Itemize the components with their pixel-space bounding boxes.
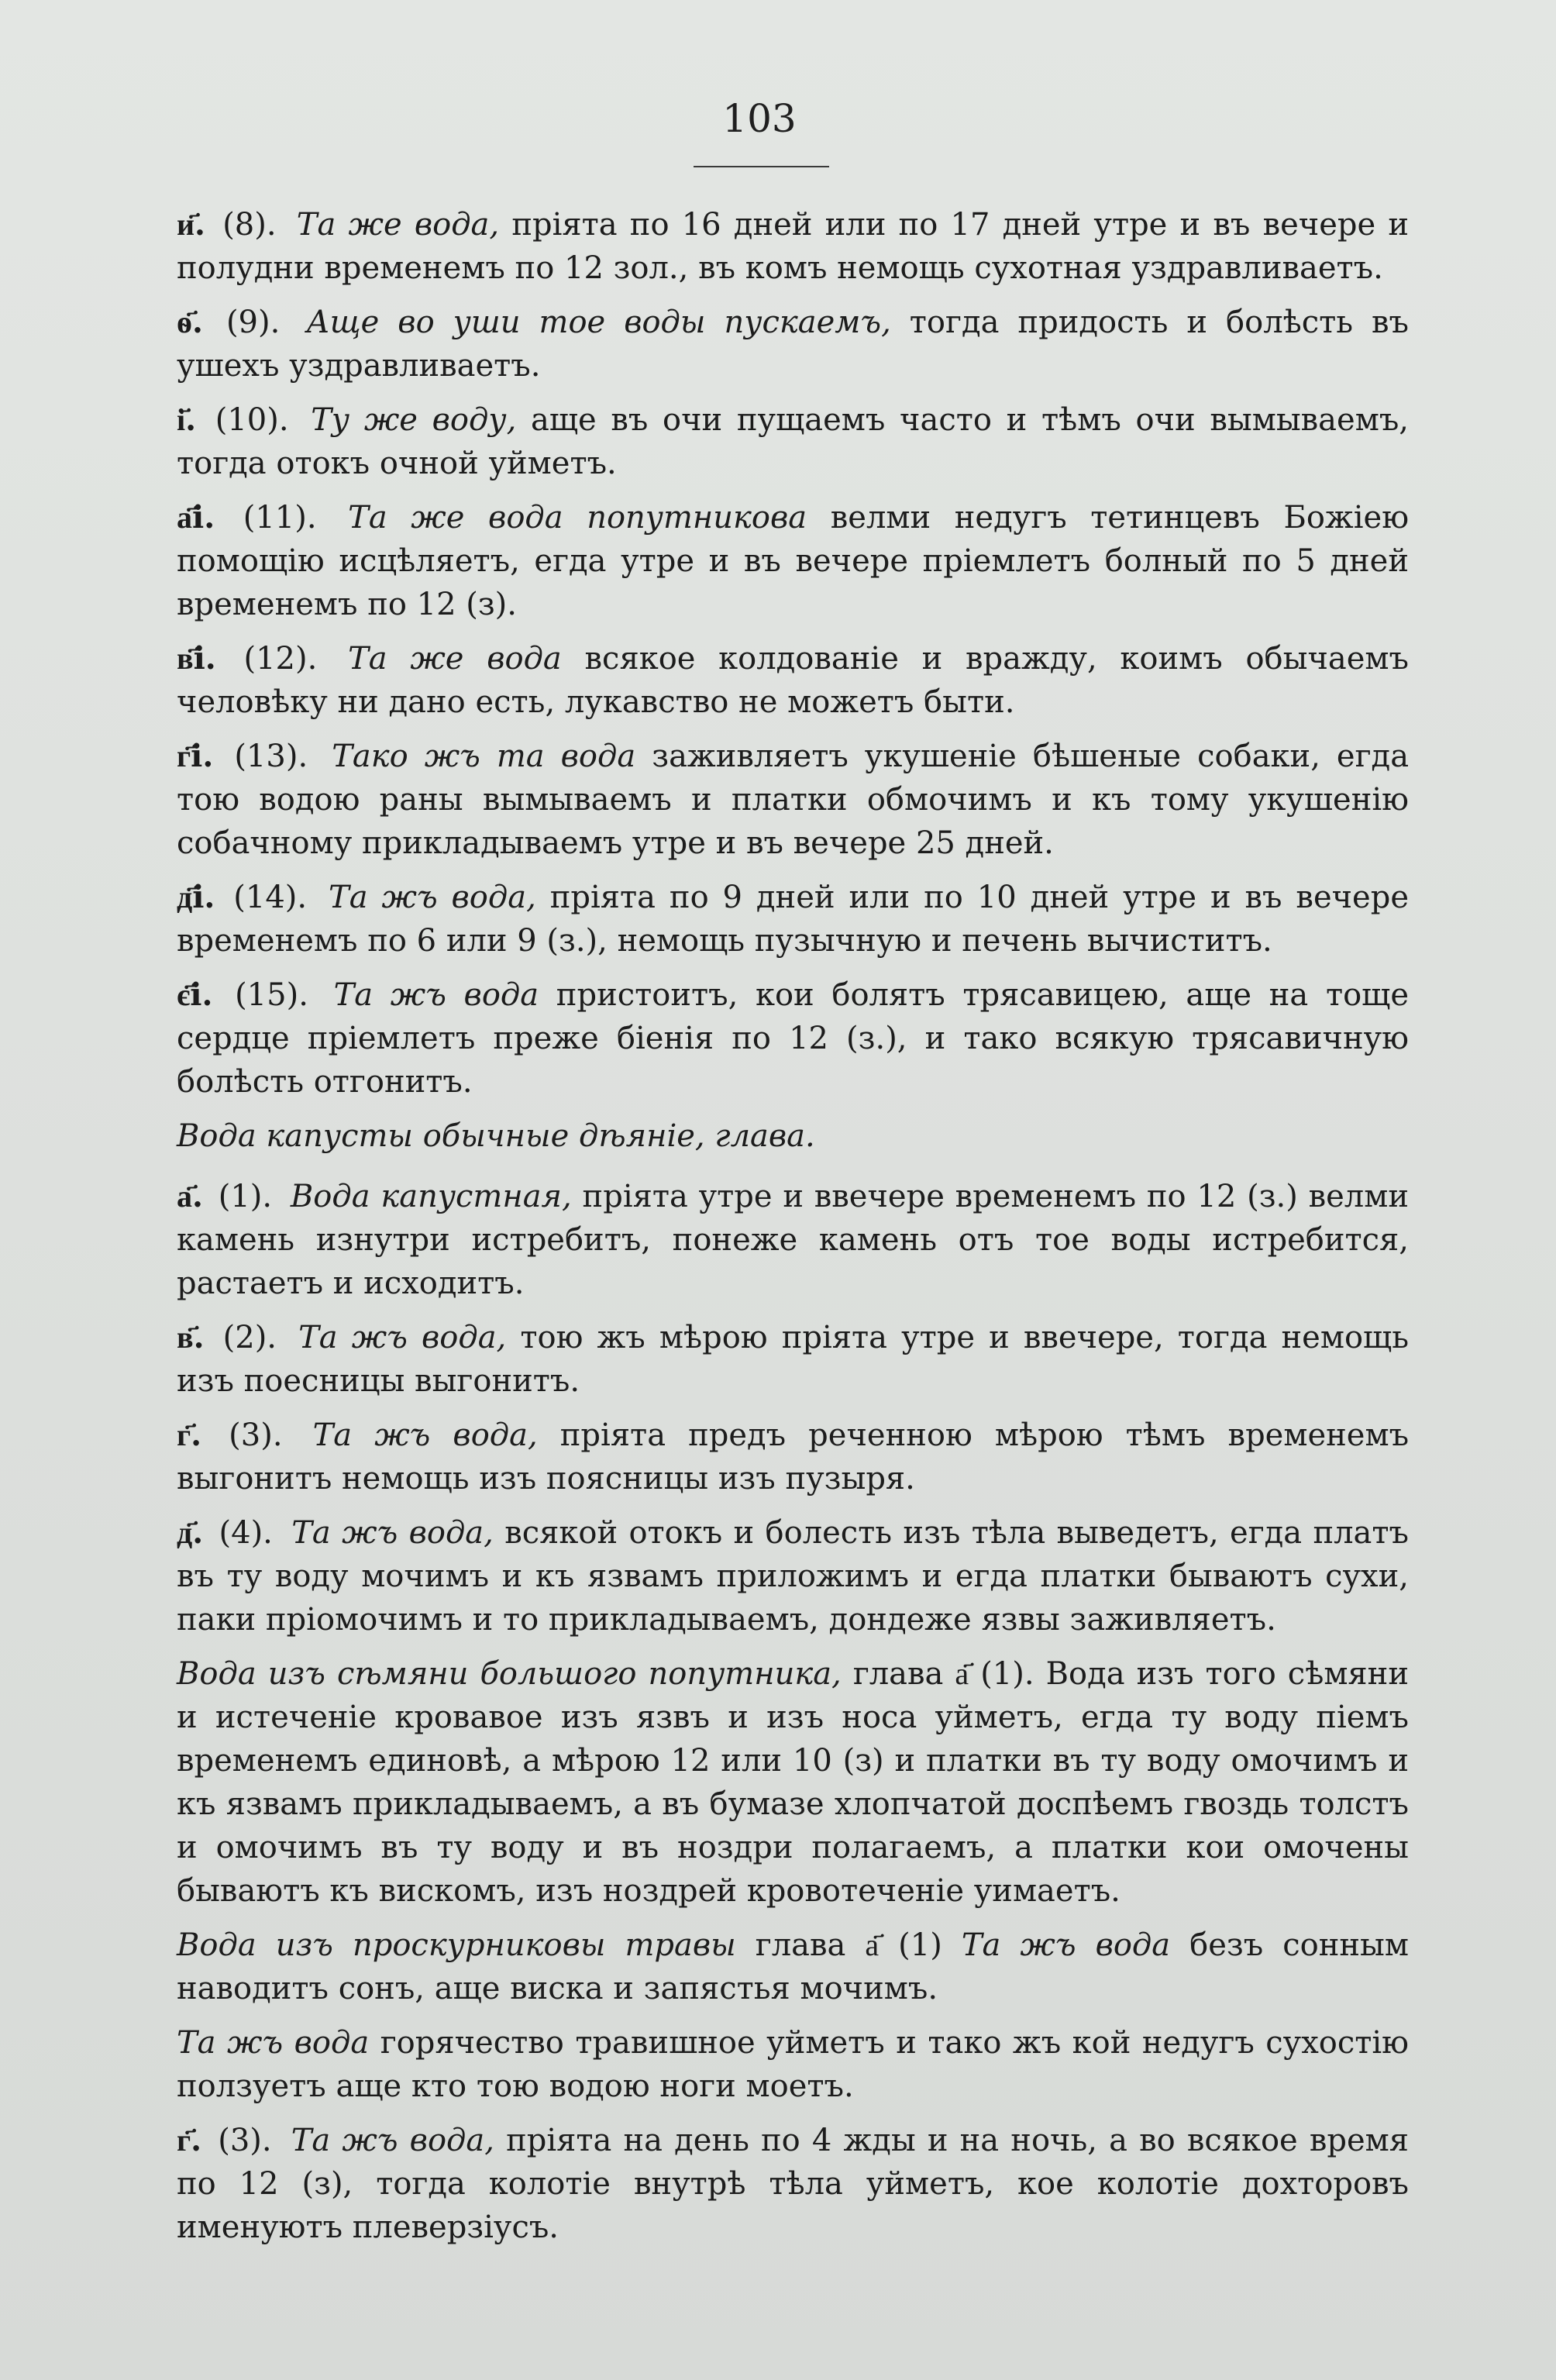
paragraph-lead: Вода изъ сѣмяни большого попутника, [177, 1656, 842, 1692]
paragraph-text: всякой отокъ и болесть изъ тѣла выведетъ, егда платъ въ ту воду мочимъ и къ язвамъ приложимъ и егда платки бываютъ сухи, паки пріомочимъ и то прикладываемъ, дондеже язвы заживляетъ. [177, 1515, 1409, 1638]
paragraph-marker: г҃. [177, 1417, 202, 1453]
paragraph-text: аще въ очи пущаемъ часто и тѣмъ очи вымываемъ, тогда отокъ очной уйметъ. [177, 402, 1409, 481]
paragraph-lead: Та жъ вода [333, 977, 539, 1013]
paragraph-8 [177, 203, 1409, 290]
paragraph-number: (11). [243, 500, 317, 536]
paragraph-number: (4). [219, 1515, 273, 1551]
paragraph-number: (3). [218, 2123, 272, 2158]
paragraph-lead: Та жъ вода, [312, 1417, 538, 1453]
paragraph-text: пріята утре и ввечере временемъ по 12 (з.) велми камень изнутри истребитъ, понеже камень отъ тое воды истребится, растаетъ и исходитъ. [177, 1179, 1409, 1301]
paragraph-14 [177, 876, 1409, 963]
paragraph-text: горячество травишное уйметъ и тако жъ кой недугъ сухостію ползуетъ аще кто тою водою ноги моетъ. [177, 2025, 1410, 2104]
paragraph-marker: ѳ҃. [177, 304, 203, 340]
paragraph-text: пріята предъ реченною мѣрою тѣмъ временемъ выгонитъ немощь изъ поясницы изъ пузыря. [177, 1417, 1410, 1497]
paragraph-cabbage-4 [177, 1511, 1409, 1641]
paragraph-number: (3). [229, 1417, 283, 1453]
paragraph-number: (10). [215, 402, 289, 438]
paragraph-fever [177, 2021, 1409, 2108]
paragraph-text: безъ сонным наводитъ сонъ, аще виска и запястья мочимъ. [177, 1927, 1409, 2006]
paragraph-cabbage-3 [177, 1414, 1409, 1500]
paragraph-number: (2). [222, 1320, 277, 1355]
paragraph-cabbage-2 [177, 1316, 1409, 1403]
paragraph-lead: Аще во уши тое воды пускаемъ, [306, 305, 891, 340]
paragraph-lead-2: Та жъ вода [961, 1927, 1171, 1963]
paragraph-number: (15). [235, 977, 308, 1013]
paragraph-15 [177, 973, 1409, 1104]
paragraph-lead: Ту же воду, [311, 402, 517, 438]
paragraph-text: тою жъ мѣрою пріята утре и ввечере, тогда немощь изъ поесницы выгонитъ. [177, 1320, 1410, 1399]
paragraph-number: (14). [233, 880, 308, 915]
paragraph-lead: Та жъ вода [177, 2025, 370, 2061]
paragraph-text: заживляетъ укушеніе бѣшеные собаки, егда тою водою раны вымываемъ и платки обмочимъ и къ тому укушенію собачному прикладываемъ утре и въ вечере 25 дней. [177, 739, 1410, 861]
paragraph-lead: Тако жъ та вода [332, 739, 636, 774]
paragraph-plantain-seed [177, 1652, 1409, 1913]
paragraph-10 [177, 398, 1409, 485]
paragraph-lead: Та же вода, [296, 207, 500, 243]
paragraph-lead: Та жъ вода, [298, 1320, 507, 1355]
paragraph-lead: Та жъ вода, [329, 880, 536, 915]
paragraph-text: пристоитъ, кои болятъ трясавицею, аще на тоще сердце пріемлетъ преже біенія по 12 (з.), и тако всякую трясавичную болѣсть отгонитъ. [177, 977, 1410, 1100]
paragraph-text: пріята по 16 дней или по 17 дней утре и въ вечере и полудни временемъ по 12 зол., въ комъ немощь сухотная уздравливаетъ. [177, 207, 1410, 286]
paragraph-lead: Та же вода [348, 641, 562, 677]
paragraph-text: всякое колдованіе и вражду, коимъ обычаемъ человѣку ни дано есть, лукавство не можетъ быти. [177, 641, 1409, 720]
page-number: 103 [722, 96, 797, 141]
paragraph-number: (13). [234, 739, 308, 774]
paragraph-text: пріята на день по 4 жды и на ночь, а во всякое время по 12 (з), тогда колотіе внутрѣ тѣла уйметъ, кое колотіе дохторовъ именуютъ плеверзіусъ. [177, 2123, 1409, 2245]
paragraph-marker: а҃і. [177, 499, 215, 536]
paragraph-number: (12). [243, 641, 318, 677]
page-number-rule [694, 166, 829, 167]
paragraph-marker: д҃. [177, 1514, 204, 1551]
paragraph-chapter: глава а҃ (1) [755, 1927, 942, 1963]
paragraph-mallow [177, 1924, 1409, 2010]
page-body [177, 203, 1410, 2245]
paragraph-lead: Та жъ вода, [291, 2123, 494, 2158]
paragraph-3-pleurisy [177, 2119, 1409, 2249]
paragraph-lead: Та же вода попутникова [348, 500, 807, 536]
paragraph-marker: и҃. [177, 206, 205, 243]
paragraph-marker: в҃. [177, 1319, 205, 1355]
paragraph-lead: Вода изъ проскурниковы травы [177, 1927, 736, 1963]
paragraph-text: велми недугъ тетинцевъ Божіею помощію исцѣляетъ, егда утре и въ вечере пріемлетъ болный по 5 дней временемъ по 12 (з). [177, 500, 1410, 622]
paragraph-lead: Та жъ вода, [291, 1515, 494, 1551]
paragraph-marker: в҃і. [177, 640, 216, 677]
paragraph-text: глава а҃ (1). Вода изъ того сѣмяни и истеченіе кровавое изъ язвъ и изъ носа уйметъ, егда ту воду піемъ временемъ единовѣ, а мѣрою 12 или 10 (з) и платки въ ту воду омочимъ и къ язвамъ прикладываемъ, а въ бумазе хлопчатой доспѣемъ гвоздь толстъ и омочимъ въ ту воду и въ ноздри полагаемъ, а платки кои омочены бываютъ къ вискомъ, изъ ноздрей кровотеченіе уимаетъ. [177, 1656, 1409, 1909]
paragraph-marker: г҃. [177, 2122, 202, 2158]
paragraph-number: (1). [218, 1179, 273, 1214]
paragraph-marker: г҃і. [177, 738, 214, 774]
paragraph-marker: а҃. [177, 1178, 203, 1214]
paragraph-11 [177, 496, 1409, 626]
section-heading: Вода капусты обычные дѣяніе, глава. [177, 1118, 815, 1154]
paragraph-number: (8). [222, 207, 277, 243]
paragraph-marker: і҃. [177, 401, 197, 438]
paragraph-12 [177, 637, 1409, 724]
paragraph-marker: є҃і. [177, 976, 213, 1013]
paragraph-number: (9). [225, 305, 281, 340]
paragraph-text: тогда придость и болѣсть въ ушехъ уздравливаетъ. [177, 305, 1409, 384]
paragraph-9 [177, 301, 1409, 387]
paragraph-text: пріята по 9 дней или по 10 дней утре и въ вечере временемъ по 6 или 9 (з.), немощь пузычную и печень вычиститъ. [177, 880, 1410, 959]
paragraph-13 [177, 735, 1409, 865]
paragraph-lead: Вода капустная, [290, 1179, 572, 1214]
paragraph-marker: д҃і. [177, 879, 215, 915]
paragraph-cabbage-1 [177, 1175, 1409, 1305]
